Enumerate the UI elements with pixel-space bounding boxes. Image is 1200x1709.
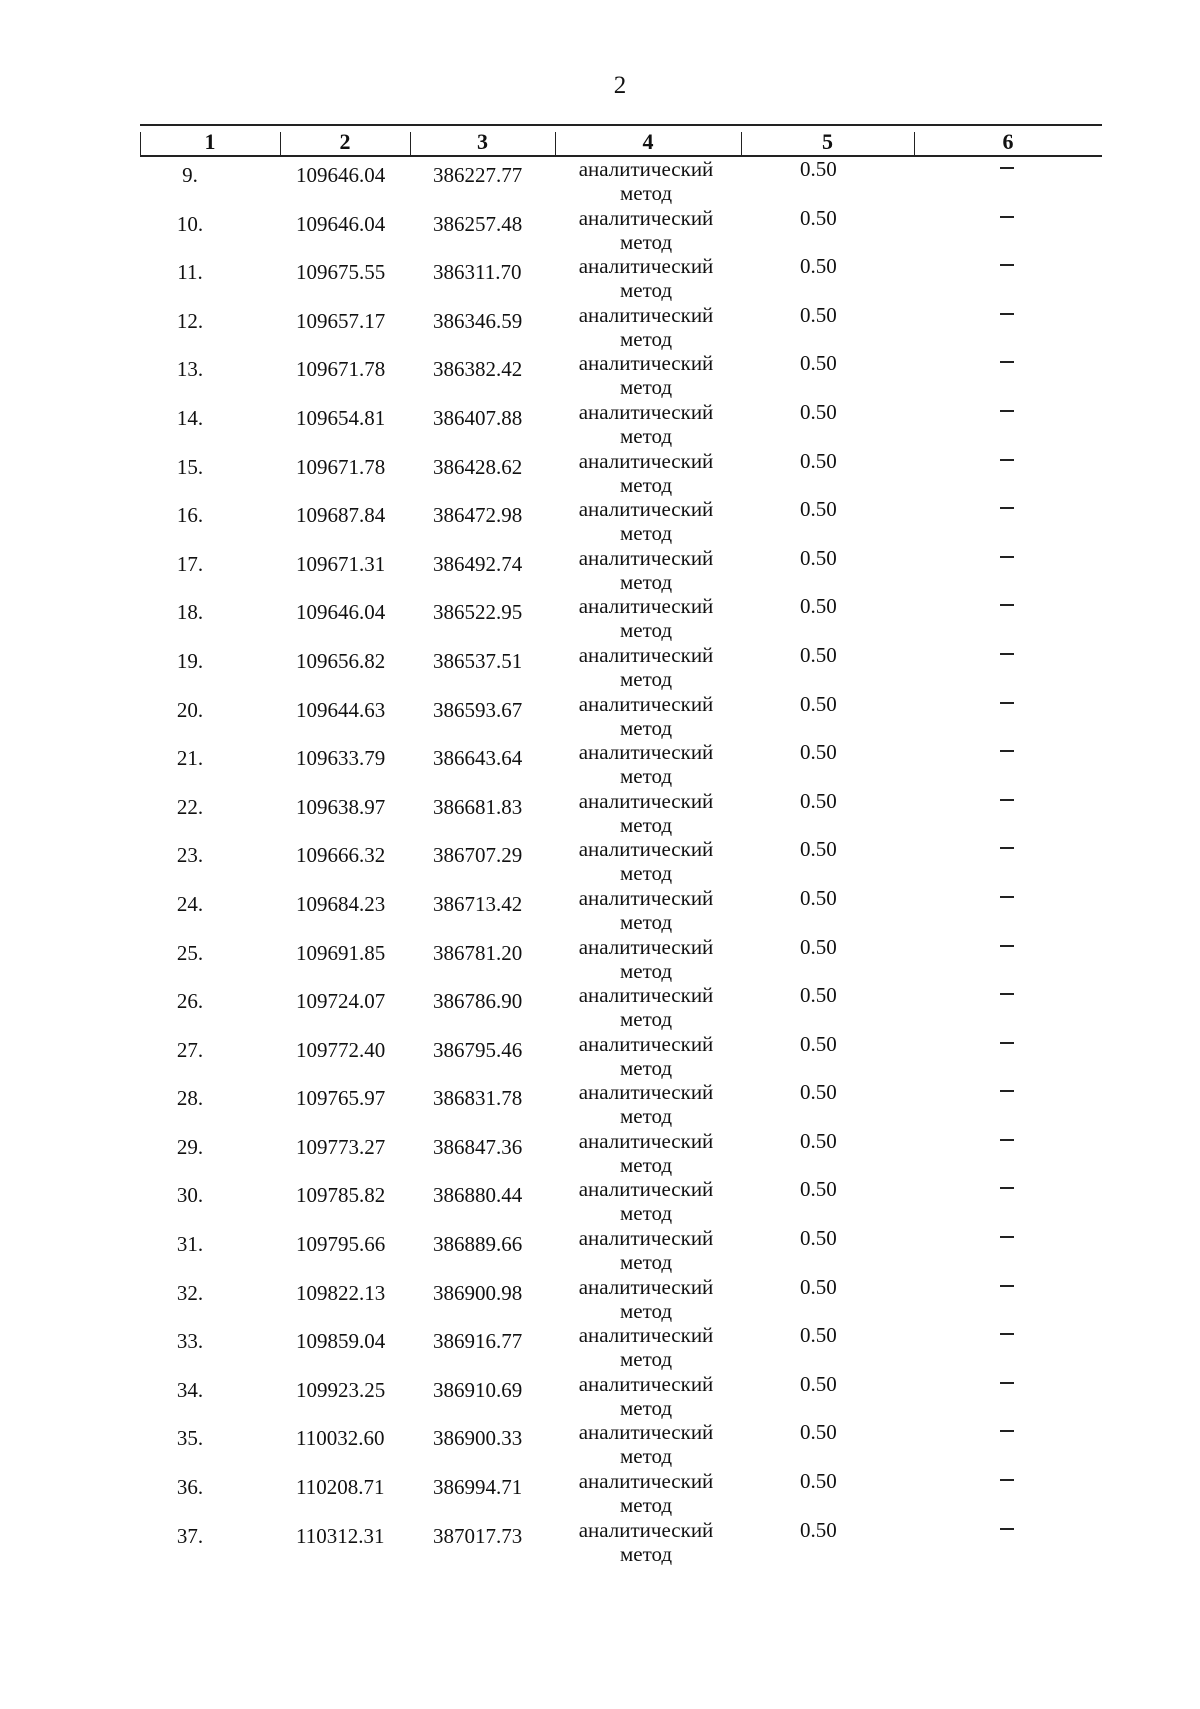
coordinate-y: 386522.95 (433, 600, 523, 625)
table-row (0, 1129, 1200, 1178)
method-line-1: аналитический (578, 1469, 714, 1494)
table-row (0, 935, 1200, 984)
empty-note-dash (1000, 264, 1014, 266)
accuracy-value: 0.50 (800, 205, 837, 230)
point-number: 32. (176, 1280, 204, 1305)
method-line-1: аналитический (578, 691, 714, 716)
method-line-1: аналитический (578, 545, 714, 570)
table-row (0, 837, 1200, 886)
table-row (0, 1032, 1200, 1081)
table-header-top-rule (140, 124, 1102, 126)
column-header-4: 4 (642, 129, 654, 154)
coordinate-y: 386227.77 (433, 163, 523, 187)
method-line-1: аналитический (578, 837, 714, 862)
table-row (0, 351, 1200, 400)
accuracy-value: 0.50 (800, 1080, 837, 1105)
point-number: 24. (176, 891, 204, 916)
determination-method (560, 497, 732, 545)
table-row (0, 643, 1200, 692)
empty-note-dash (1000, 1430, 1014, 1432)
point-number: 10. (176, 211, 204, 236)
accuracy-value: 0.50 (800, 1128, 837, 1153)
method-line-1: аналитический (578, 1420, 714, 1445)
method-line-2: метод (619, 1493, 673, 1518)
coordinate-y: 386994.71 (433, 1475, 523, 1500)
determination-method (560, 1323, 732, 1371)
coordinate-x: 109644.63 (296, 697, 386, 722)
table-row (0, 983, 1200, 1032)
point-number: 11. (177, 260, 203, 285)
determination-method (560, 1372, 732, 1420)
table-row (0, 1420, 1200, 1469)
accuracy-value: 0.50 (800, 885, 837, 910)
determination-method (560, 449, 732, 497)
determination-method (560, 546, 732, 594)
determination-method (560, 837, 732, 885)
coordinate-y: 386900.98 (433, 1280, 523, 1305)
method-line-2: метод (619, 1152, 673, 1177)
determination-method (560, 351, 732, 399)
coordinate-x: 110312.31 (296, 1523, 385, 1548)
method-line-1: аналитический (578, 1080, 714, 1105)
method-line-1: аналитический (578, 983, 714, 1008)
coordinates-table-body (0, 157, 1200, 1566)
determination-method (560, 740, 732, 788)
coordinate-x: 109724.07 (296, 989, 386, 1014)
table-row (0, 303, 1200, 352)
empty-note-dash (1000, 1090, 1014, 1092)
accuracy-value: 0.50 (800, 983, 837, 1008)
empty-note-dash (1000, 1479, 1014, 1481)
method-line-2: метод (619, 958, 673, 983)
coordinate-y: 386407.88 (433, 405, 523, 430)
method-line-1: аналитический (578, 788, 714, 813)
method-line-2: метод (619, 1395, 673, 1420)
coordinate-x: 109765.97 (296, 1086, 386, 1111)
empty-note-dash (1000, 1333, 1014, 1335)
coordinate-x: 110032.60 (296, 1426, 385, 1451)
coordinate-y: 386382.42 (433, 357, 523, 382)
determination-method (560, 157, 732, 205)
method-line-1: аналитический (578, 1031, 714, 1056)
point-number: 14. (176, 405, 204, 430)
method-line-1: аналитический (578, 1371, 714, 1396)
coordinate-x: 109671.78 (296, 357, 386, 382)
table-row (0, 546, 1200, 595)
empty-note-dash (1000, 945, 1014, 947)
method-line-1: аналитический (578, 351, 714, 376)
table-row (0, 1372, 1200, 1421)
accuracy-value: 0.50 (800, 1371, 837, 1396)
empty-note-dash (1000, 361, 1014, 363)
determination-method (560, 789, 732, 837)
empty-note-dash (1000, 604, 1014, 606)
accuracy-value: 0.50 (800, 1177, 837, 1202)
determination-method (560, 1032, 732, 1080)
method-line-2: метод (619, 1444, 673, 1469)
method-line-2: метод (619, 715, 673, 740)
coordinate-x: 109795.66 (296, 1232, 386, 1257)
method-line-2: метод (619, 521, 673, 546)
accuracy-value: 0.50 (800, 1031, 837, 1056)
table-row (0, 1226, 1200, 1275)
point-number: 21. (176, 746, 204, 771)
accuracy-value: 0.50 (800, 545, 837, 570)
point-number: 18. (176, 600, 204, 625)
method-line-2: метод (619, 1298, 673, 1323)
column-header-5: 5 (822, 129, 833, 154)
determination-method (560, 1275, 732, 1323)
coordinate-y: 386910.69 (433, 1377, 523, 1402)
page-number: 2 (613, 72, 627, 99)
coordinate-x: 109691.85 (296, 940, 386, 965)
table-row (0, 400, 1200, 449)
determination-method (560, 594, 732, 642)
method-line-2: метод (619, 666, 673, 691)
table-row (0, 740, 1200, 789)
coordinate-y: 386643.64 (433, 746, 523, 771)
coordinate-y: 386900.33 (433, 1426, 523, 1451)
accuracy-value: 0.50 (800, 157, 837, 181)
coordinate-y: 386492.74 (433, 551, 523, 576)
empty-note-dash (1000, 1139, 1014, 1141)
point-number: 25. (176, 940, 204, 965)
coordinate-y: 386472.98 (433, 503, 523, 528)
coordinate-y: 386257.48 (433, 211, 523, 236)
coordinate-x: 109772.40 (296, 1037, 386, 1062)
method-line-2: метод (619, 812, 673, 837)
coordinate-y: 386428.62 (433, 454, 523, 479)
method-line-2: метод (619, 909, 673, 934)
determination-method (560, 254, 732, 302)
table-row (0, 1177, 1200, 1226)
table-row (0, 886, 1200, 935)
method-line-2: метод (619, 1347, 673, 1372)
method-line-2: метод (619, 569, 673, 594)
coordinate-y: 386916.77 (433, 1329, 523, 1354)
table-row (0, 1275, 1200, 1324)
method-line-1: аналитический (578, 254, 714, 279)
table-row (0, 449, 1200, 498)
coordinate-x: 109646.04 (296, 211, 386, 236)
accuracy-value: 0.50 (800, 1517, 837, 1542)
empty-note-dash (1000, 459, 1014, 461)
accuracy-value: 0.50 (800, 1226, 837, 1251)
point-number: 37. (176, 1523, 204, 1548)
table-row (0, 157, 1200, 206)
point-number: 15. (176, 454, 204, 479)
point-number: 26. (176, 989, 204, 1014)
empty-note-dash (1000, 653, 1014, 655)
coordinate-x: 109657.17 (296, 308, 386, 333)
point-number: 29. (176, 1134, 204, 1159)
point-number: 23. (176, 843, 204, 868)
method-line-1: аналитический (578, 1274, 714, 1299)
empty-note-dash (1000, 1187, 1014, 1189)
determination-method (560, 1129, 732, 1177)
method-line-1: аналитический (578, 448, 714, 473)
accuracy-value: 0.50 (800, 1469, 837, 1494)
method-line-1: аналитический (578, 302, 714, 327)
empty-note-dash (1000, 313, 1014, 315)
point-number: 31. (176, 1232, 204, 1257)
point-number: 22. (176, 794, 204, 819)
method-line-1: аналитический (578, 399, 714, 424)
coordinate-y: 386593.67 (433, 697, 523, 722)
empty-note-dash (1000, 1382, 1014, 1384)
column-header-6: 6 (1002, 129, 1014, 154)
method-line-1: аналитический (578, 885, 714, 910)
empty-note-dash (1000, 993, 1014, 995)
empty-note-dash (1000, 1236, 1014, 1238)
method-line-2: метод (619, 618, 673, 643)
coordinate-y: 387017.73 (433, 1523, 523, 1548)
method-line-1: аналитический (578, 642, 714, 667)
table-row (0, 497, 1200, 546)
accuracy-value: 0.50 (800, 302, 837, 327)
method-line-1: аналитический (578, 205, 714, 230)
table-row (0, 789, 1200, 838)
coordinate-x: 109633.79 (296, 746, 386, 771)
determination-method (560, 1177, 732, 1225)
point-number: 13. (176, 357, 204, 382)
point-number: 28. (176, 1086, 204, 1111)
method-line-1: аналитический (578, 1177, 714, 1202)
method-line-1: аналитический (578, 1323, 714, 1348)
point-number: 12. (176, 308, 204, 333)
coordinate-x: 109822.13 (296, 1280, 386, 1305)
empty-note-dash (1000, 1042, 1014, 1044)
method-line-1: аналитический (578, 594, 714, 619)
method-line-2: метод (619, 278, 673, 303)
determination-method (560, 886, 732, 934)
determination-method (560, 643, 732, 691)
coordinate-y: 386786.90 (433, 989, 523, 1014)
coordinate-x: 109671.78 (296, 454, 386, 479)
method-line-2: метод (619, 1055, 673, 1080)
method-line-2: метод (619, 1007, 673, 1032)
empty-note-dash (1000, 1528, 1014, 1530)
table-row (0, 1469, 1200, 1518)
point-number: 19. (176, 648, 204, 673)
accuracy-value: 0.50 (800, 740, 837, 765)
accuracy-value: 0.50 (800, 934, 837, 959)
empty-note-dash (1000, 507, 1014, 509)
coordinate-x: 109654.81 (296, 405, 386, 430)
determination-method (560, 1518, 732, 1566)
coordinate-x: 109684.23 (296, 891, 386, 916)
method-line-2: метод (619, 861, 673, 886)
determination-method (560, 303, 732, 351)
coordinate-y: 386880.44 (433, 1183, 523, 1208)
coordinate-x: 109638.97 (296, 794, 386, 819)
method-line-2: метод (619, 1201, 673, 1226)
empty-note-dash (1000, 702, 1014, 704)
empty-note-dash (1000, 799, 1014, 801)
determination-method (560, 692, 732, 740)
column-header-2: 2 (339, 129, 351, 154)
empty-note-dash (1000, 410, 1014, 412)
coordinate-x: 109646.04 (296, 163, 386, 187)
point-number: 20. (176, 697, 204, 722)
table-row (0, 594, 1200, 643)
method-line-2: метод (619, 181, 673, 205)
coordinate-y: 386831.78 (433, 1086, 523, 1111)
table-row (0, 1080, 1200, 1129)
table-row (0, 692, 1200, 741)
accuracy-value: 0.50 (800, 254, 837, 279)
method-line-2: метод (619, 229, 673, 254)
coordinate-x: 109785.82 (296, 1183, 386, 1208)
accuracy-value: 0.50 (800, 1323, 837, 1348)
column-header-1: 1 (204, 129, 216, 154)
accuracy-value: 0.50 (800, 837, 837, 862)
determination-method (560, 983, 732, 1031)
accuracy-value: 0.50 (800, 788, 837, 813)
point-number: 33. (176, 1329, 204, 1354)
coordinate-x: 109656.82 (296, 648, 386, 673)
determination-method (560, 1469, 732, 1517)
accuracy-value: 0.50 (800, 351, 837, 376)
coordinate-y: 386713.42 (433, 891, 523, 916)
empty-note-dash (1000, 896, 1014, 898)
coordinate-x: 109687.84 (296, 503, 386, 528)
determination-method (560, 1080, 732, 1128)
table-row (0, 1323, 1200, 1372)
coordinate-y: 386781.20 (433, 940, 523, 965)
coordinate-y: 386346.59 (433, 308, 523, 333)
table-row (0, 1518, 1200, 1567)
method-line-2: метод (619, 423, 673, 448)
point-number: 17. (176, 551, 204, 576)
determination-method (560, 206, 732, 254)
empty-note-dash (1000, 167, 1014, 169)
determination-method (560, 935, 732, 983)
coordinate-x: 109859.04 (296, 1329, 386, 1354)
method-line-1: аналитический (578, 1226, 714, 1251)
coordinate-y: 386847.36 (433, 1134, 523, 1159)
coordinate-x: 109773.27 (296, 1134, 386, 1159)
coordinate-x: 109666.32 (296, 843, 386, 868)
empty-note-dash (1000, 556, 1014, 558)
accuracy-value: 0.50 (800, 497, 837, 522)
accuracy-value: 0.50 (800, 642, 837, 667)
coordinate-x: 109923.25 (296, 1377, 386, 1402)
determination-method (560, 1420, 732, 1468)
accuracy-value: 0.50 (800, 691, 837, 716)
method-line-2: метод (619, 375, 673, 400)
empty-note-dash (1000, 216, 1014, 218)
table-row (0, 206, 1200, 255)
method-line-1: аналитический (578, 1517, 714, 1542)
point-number: 35. (176, 1426, 204, 1451)
accuracy-value: 0.50 (800, 594, 837, 619)
coordinate-x: 109671.31 (296, 551, 386, 576)
table-row (0, 254, 1200, 303)
coordinate-y: 386795.46 (433, 1037, 523, 1062)
accuracy-value: 0.50 (800, 1274, 837, 1299)
empty-note-dash (1000, 750, 1014, 752)
coordinate-x: 109646.04 (296, 600, 386, 625)
method-line-2: метод (619, 1250, 673, 1275)
method-line-1: аналитический (578, 157, 714, 181)
point-number: 9. (182, 163, 198, 187)
method-line-1: аналитический (578, 934, 714, 959)
method-line-2: метод (619, 1541, 673, 1566)
coordinate-x: 109675.55 (296, 260, 386, 285)
determination-method (560, 1226, 732, 1274)
accuracy-value: 0.50 (800, 1420, 837, 1445)
method-line-2: метод (619, 764, 673, 789)
method-line-1: аналитический (578, 497, 714, 522)
determination-method (560, 400, 732, 448)
method-line-2: метод (619, 326, 673, 351)
coordinate-y: 386707.29 (433, 843, 523, 868)
coordinate-y: 386537.51 (433, 648, 523, 673)
coordinate-y: 386889.66 (433, 1232, 523, 1257)
coordinate-y: 386311.70 (433, 260, 522, 285)
coordinate-x: 110208.71 (296, 1475, 385, 1500)
point-number: 30. (176, 1183, 204, 1208)
point-number: 34. (176, 1377, 204, 1402)
method-line-1: аналитический (578, 740, 714, 765)
coordinate-y: 386681.83 (433, 794, 523, 819)
method-line-2: метод (619, 472, 673, 497)
accuracy-value: 0.50 (800, 448, 837, 473)
point-number: 36. (176, 1475, 204, 1500)
accuracy-value: 0.50 (800, 399, 837, 424)
empty-note-dash (1000, 847, 1014, 849)
method-line-1: аналитический (578, 1128, 714, 1153)
empty-note-dash (1000, 1285, 1014, 1287)
point-number: 16. (176, 503, 204, 528)
method-line-2: метод (619, 1104, 673, 1129)
point-number: 27. (176, 1037, 204, 1062)
column-header-3: 3 (477, 129, 488, 154)
